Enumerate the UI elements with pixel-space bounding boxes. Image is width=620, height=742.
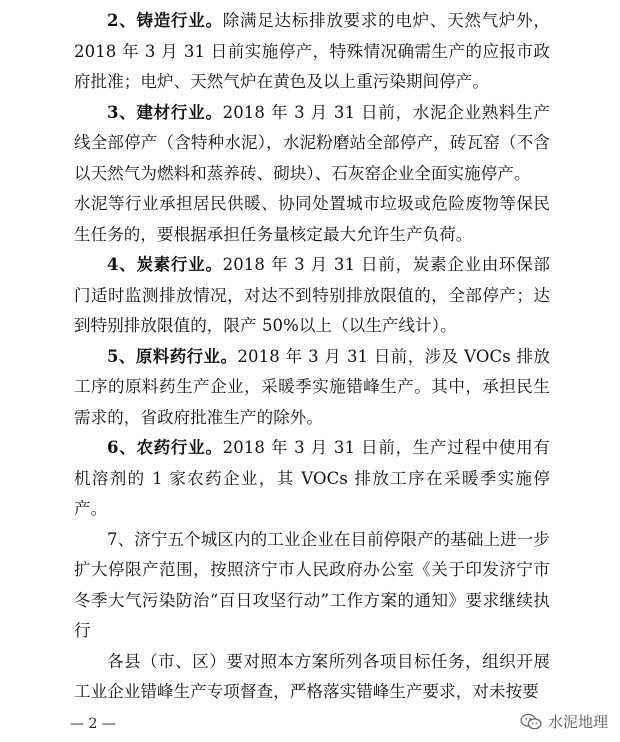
paragraph-lead: 2、铸造行业。	[107, 11, 223, 30]
wechat-icon	[520, 713, 542, 731]
paragraph-text: 2018 年 3 月 31 日前，涉及 VOCs 排放工序的原料药生产企业，采暖季实施错峰生产。其中，承担民生需求的，省政府批准生产的除外。	[74, 346, 550, 427]
paragraph-casting	[74, 6, 550, 98]
watermark-text: 水泥地理	[547, 713, 608, 731]
paragraph-pesticide	[74, 433, 550, 525]
paragraph-text: 各县（市、区）要对照本方案所列各项目标任务，组织开展工业企业错峰生产专项督查，严格落实错峰生产要求，对未按要	[74, 651, 550, 701]
paragraph-lead: 4、炭素行业。	[107, 255, 223, 274]
paragraph-text: 水泥等行业承担居民供暖、协同处置城市垃圾或危险废物等保民生任务的，要根据承担任务量核定最大允许生产负荷。	[74, 194, 550, 244]
paragraph-carbon	[74, 250, 550, 342]
paragraph-cement-livelihood	[74, 189, 550, 250]
paragraph-lead: 3、建材行业。	[107, 102, 223, 122]
paragraph-jining	[74, 525, 550, 647]
paragraph-text: 7、济宁五个城区内的工业企业在目前停限产的基础上进一步扩大停限产范围，按照济宁市人民政府办公室《关于印发济宁市冬季大气污染防治“百日攻坚行动”工作方案的通知》要求继续执行	[74, 529, 550, 640]
paragraph-counties	[74, 647, 550, 708]
document-body	[74, 6, 550, 708]
paragraph-lead: 6、农药行业。	[107, 438, 223, 457]
page-number: — 2 —	[70, 716, 116, 732]
paragraph-text: 2018 年 3 月 31 日前，生产过程中使用有机溶剂的 1 家农药企业，其 VOCs 排放工序在采暖季实施停产。	[74, 438, 550, 518]
paragraph-text: 2018 年 3 月 31 日前，水泥企业熟料生产线全部停产（含特种水泥），水泥粉磨站全部停产，砖瓦窑（不含以天然气为燃料和蒸养砖、砌块）、石灰窑企业全面实施停产。	[74, 102, 550, 183]
paragraph-building-materials	[74, 98, 550, 190]
watermark	[520, 711, 608, 732]
paragraph-pharma	[74, 342, 550, 434]
paragraph-text: 除满足达标排放要求的电炉、天然气炉外，2018 年 3 月 31 日前实施停产，特殊情况确需生产的应报市政府批准；电炉、天然气炉在黄色及以上重污染期间停产。	[74, 11, 550, 91]
paragraph-lead: 5、原料药行业。	[107, 346, 238, 366]
paragraph-text: 2018 年 3 月 31 日前，炭素企业由环保部门适时监测排放情况，对达不到特别排放限值的，全部停产；达到特别排放限值的，限产 50%以上（以生产线计）。	[74, 255, 550, 335]
